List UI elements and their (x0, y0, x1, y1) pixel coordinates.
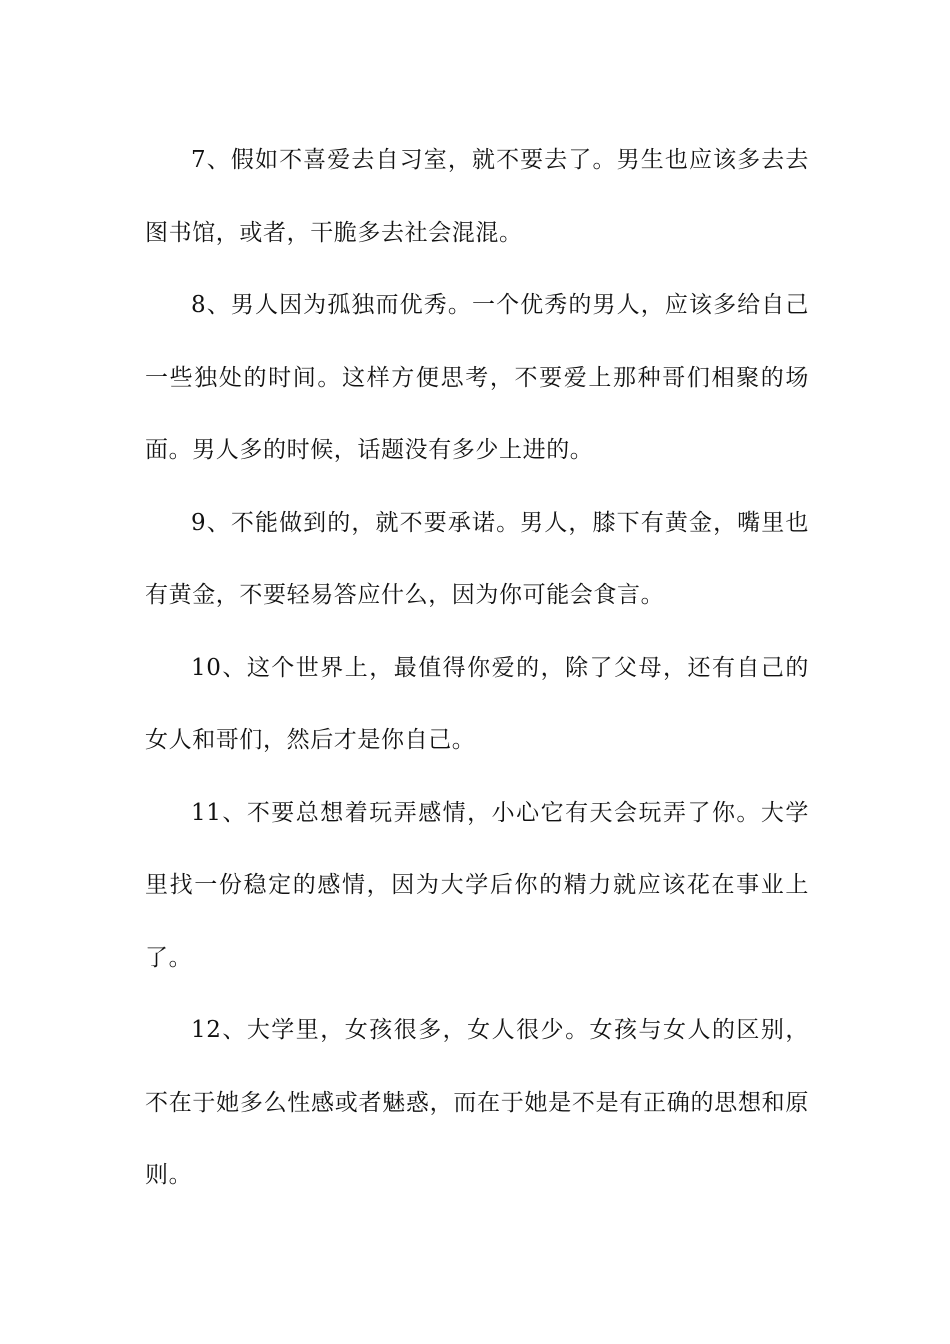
paragraph-11: 11、不要总想着玩弄感情，小心它有天会玩弄了你。大学里找一份稳定的感情，因为大学后你的精力就应该花在事业上了。 (145, 799, 809, 971)
paragraph-7: 7、假如不喜爱去自习室，就不要去了。男生也应该多去去图书馆，或者，干脆多去社会混混。 (145, 147, 809, 246)
paragraph-10: 10、这个世界上，最值得你爱的，除了父母，还有自己的女人和哥们，然后才是你自己。 (145, 654, 809, 753)
paragraph-9: 9、不能做到的，就不要承诺。男人，膝下有黄金，嘴里也有黄金，不要轻易答应什么，因为你可能会食言。 (145, 509, 809, 608)
paragraph-8: 8、男人因为孤独而优秀。一个优秀的男人，应该多给自己一些独处的时间。这样方便思考，不要爱上那种哥们相聚的场面。男人多的时候，话题没有多少上进的。 (145, 292, 809, 463)
document-body (145, 124, 809, 1212)
paragraph-12: 12、大学里，女孩很多，女人很少。女孩与女人的区别，不在于她多么性感或者魅惑，而在于她是不是有正确的思想和原则。 (145, 1017, 809, 1188)
